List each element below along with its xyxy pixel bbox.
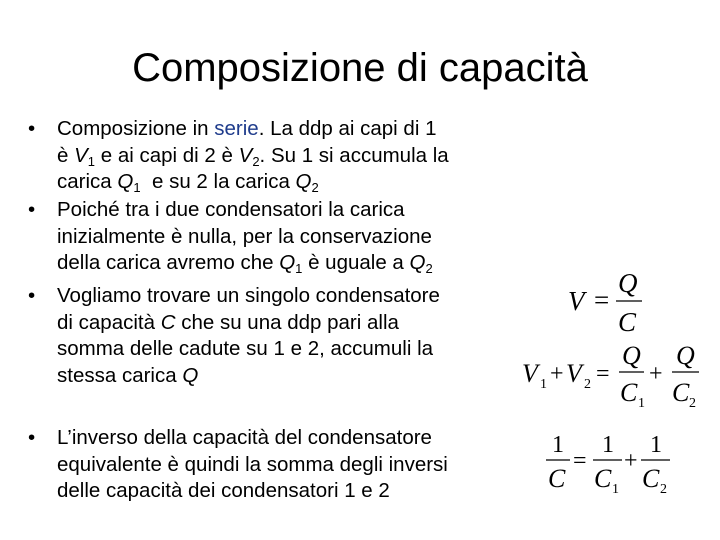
formula-numerator: Q xyxy=(618,268,638,298)
bullet-dot: • xyxy=(28,117,36,140)
formula-operator: + xyxy=(649,361,663,387)
formula-denominator: C xyxy=(594,464,612,493)
formula-inverse-capacitance xyxy=(540,428,700,498)
text-line: Vogliamo trovare un singolo condensatore xyxy=(57,284,440,307)
formula-denominator: C xyxy=(618,307,637,337)
formula-subscript: 2 xyxy=(584,377,591,392)
formula-subscript: 2 xyxy=(660,482,667,497)
text-line: equivalente è quindi la somma degli inversi xyxy=(57,452,448,476)
formula-operator: = xyxy=(596,361,610,387)
formula-denominator: C xyxy=(548,464,566,493)
text-line: della carica avremo che $Q_1$ è uguale a $Q_2$ xyxy=(57,251,433,276)
formula-denominator: C xyxy=(642,464,660,493)
formula-numerator: Q xyxy=(676,341,695,370)
formula-v-equals-q-over-c xyxy=(560,266,650,342)
formula-denominator: C xyxy=(672,378,690,407)
formula-operator: = xyxy=(594,285,610,315)
text-line: stessa carica Q xyxy=(57,363,199,387)
formula-subscript: 1 xyxy=(612,482,619,497)
formula-numerator: 1 xyxy=(552,432,564,458)
formula-symbol: V xyxy=(568,286,585,316)
formula-symbol: V xyxy=(566,359,582,388)
formula-numerator: 1 xyxy=(650,432,662,458)
text-line: è $V_1$ e ai capi di 2 è $V_2$. Su 1 si accumula la xyxy=(57,143,449,169)
highlight-serie: serie xyxy=(214,117,259,140)
formula-series-sum xyxy=(520,340,702,410)
formula-denominator: C xyxy=(620,378,638,407)
text-line: delle capacità dei condensatori 1 e 2 xyxy=(57,479,390,502)
formula-subscript: 1 xyxy=(540,377,547,392)
formula-subscript: 2 xyxy=(689,396,696,410)
text-line: carica $Q_1$ e su 2 la carica $Q_2$ xyxy=(57,170,319,195)
text-line: Composizione in serie. La ddp ai capi di 1 xyxy=(57,117,437,140)
text-line: L’inverso della capacità del condensatore xyxy=(57,426,432,449)
formula-numerator: 1 xyxy=(602,432,614,458)
bullet-dot: • xyxy=(28,198,36,221)
formula-symbol: V xyxy=(522,359,538,388)
formula-operator: + xyxy=(624,448,638,474)
bullet-dot: • xyxy=(28,284,36,307)
text-line: inizialmente è nulla, per la conservazione xyxy=(57,224,432,248)
text-line: somma delle cadute su 1 e 2, accumuli la xyxy=(57,337,434,360)
formula-subscript: 1 xyxy=(638,396,645,410)
bullet-dot: • xyxy=(28,426,36,449)
text-line: Poiché tra i due condensatori la carica xyxy=(57,198,405,221)
slide-title: Composizione di capacità xyxy=(132,46,588,90)
formula-operator: + xyxy=(550,361,564,387)
formula-numerator: Q xyxy=(622,341,641,370)
formula-operator: = xyxy=(573,448,587,474)
text-line: di capacità C che su una ddp pari alla xyxy=(57,310,399,334)
